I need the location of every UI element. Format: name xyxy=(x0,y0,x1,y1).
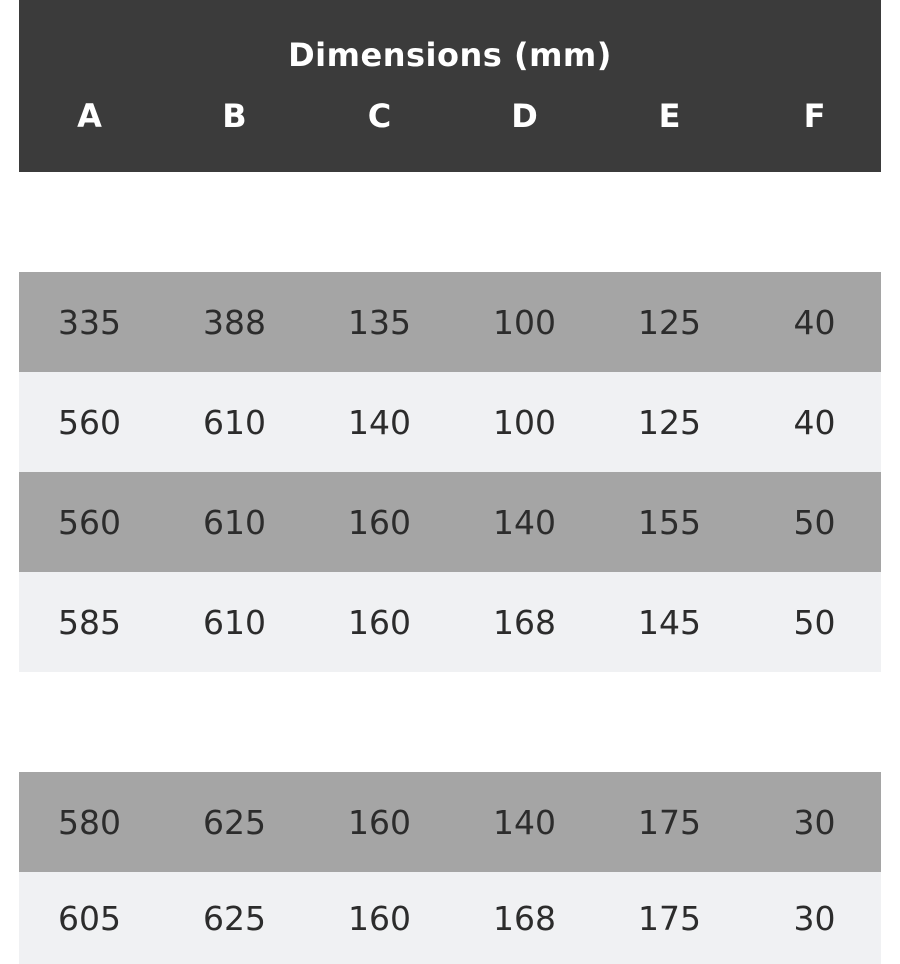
cell-c: 160 xyxy=(348,898,411,938)
column-header-b: B xyxy=(222,97,247,135)
cell-f: 50 xyxy=(793,602,836,642)
dimensions-table xyxy=(19,0,881,964)
column-header-c: C xyxy=(367,97,392,135)
cell-b: 625 xyxy=(203,802,266,842)
cell-c: 135 xyxy=(348,302,411,342)
cell-d: 100 xyxy=(493,302,556,342)
cell-a: 580 xyxy=(58,802,121,842)
cell-b: 388 xyxy=(203,302,266,342)
table-header xyxy=(19,0,881,172)
cell-e: 125 xyxy=(638,302,701,342)
cell-f: 50 xyxy=(793,502,836,542)
column-header-e: E xyxy=(658,97,681,135)
cell-d: 140 xyxy=(493,802,556,842)
table-row xyxy=(19,872,881,964)
cell-f: 30 xyxy=(793,898,836,938)
cell-a: 585 xyxy=(58,602,121,642)
cell-b: 610 xyxy=(203,502,266,542)
cell-d: 100 xyxy=(493,402,556,442)
cell-a: 605 xyxy=(58,898,121,938)
table-row xyxy=(19,772,881,872)
cell-d: 168 xyxy=(493,898,556,938)
cell-b: 610 xyxy=(203,602,266,642)
cell-e: 175 xyxy=(638,898,701,938)
cell-c: 160 xyxy=(348,602,411,642)
cell-e: 125 xyxy=(638,402,701,442)
cell-e: 175 xyxy=(638,802,701,842)
column-header-a: A xyxy=(77,97,102,135)
cell-f: 30 xyxy=(793,802,836,842)
table-row xyxy=(19,572,881,672)
table-row xyxy=(19,272,881,372)
cell-d: 140 xyxy=(493,502,556,542)
cell-a: 560 xyxy=(58,502,121,542)
cell-c: 140 xyxy=(348,402,411,442)
table-row xyxy=(19,472,881,572)
cell-f: 40 xyxy=(793,402,836,442)
cell-a: 335 xyxy=(58,302,121,342)
cell-b: 625 xyxy=(203,898,266,938)
column-header-f: F xyxy=(803,97,826,135)
cell-c: 160 xyxy=(348,802,411,842)
cell-c: 160 xyxy=(348,502,411,542)
cell-e: 155 xyxy=(638,502,701,542)
table-title: Dimensions (mm) xyxy=(288,36,612,74)
cell-e: 145 xyxy=(638,602,701,642)
cell-a: 560 xyxy=(58,402,121,442)
column-header-d: D xyxy=(511,97,538,135)
group-spacer xyxy=(19,172,881,272)
cell-f: 40 xyxy=(793,302,836,342)
column-headers xyxy=(19,96,881,136)
cell-b: 610 xyxy=(203,402,266,442)
table-row xyxy=(19,372,881,472)
cell-d: 168 xyxy=(493,602,556,642)
group-spacer xyxy=(19,672,881,772)
